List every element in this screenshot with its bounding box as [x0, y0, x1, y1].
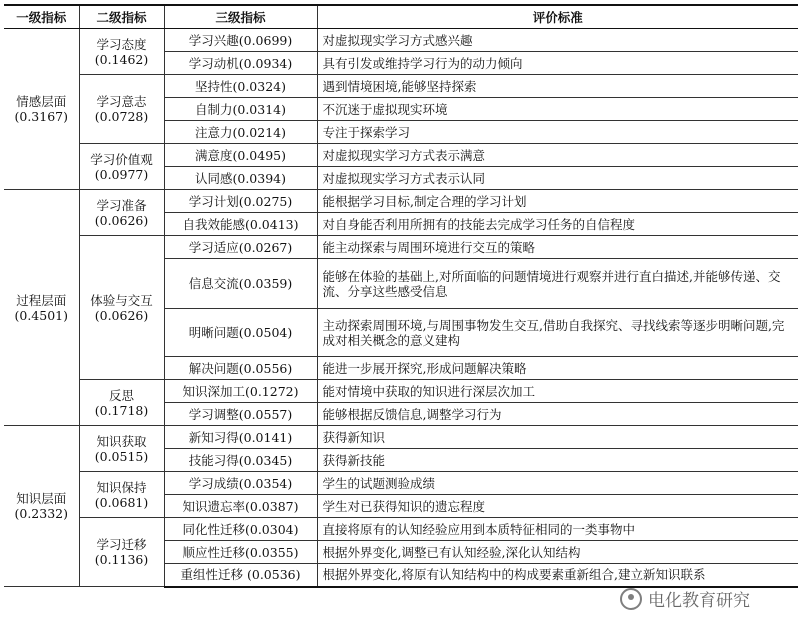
- level3-cell: 学习兴趣(0.0699): [164, 29, 317, 52]
- criteria-cell: 直接将原有的认知经验应用到本质特征相同的一类事物中: [317, 518, 798, 541]
- criteria-cell: 能对情境中获取的知识进行深层次加工: [317, 380, 798, 403]
- level2-name: 学习迁移: [96, 537, 147, 552]
- level3-cell: 自制力(0.0314): [164, 98, 317, 121]
- criteria-cell: 具有引发或维持学习行为的动力倾向: [317, 52, 798, 75]
- level2-cell: [79, 380, 164, 426]
- level3-cell: 学习调整(0.0557): [164, 403, 317, 426]
- level2-name: 体验与交互: [90, 292, 153, 308]
- level2-cell: [79, 190, 164, 236]
- level1-name: 知识层面: [16, 491, 67, 506]
- evaluation-index-table: [4, 4, 798, 588]
- level2-weight: (0.0681): [94, 494, 149, 510]
- watermark-text: 电化教育研究: [648, 591, 750, 611]
- criteria-cell: 能主动探索与周围环境进行交互的策略: [317, 236, 798, 259]
- table-row: [4, 472, 798, 495]
- table-row: [4, 380, 798, 403]
- criteria-cell: 遇到情境困境,能够坚持探索: [317, 75, 798, 98]
- level2-name: 学习态度: [96, 36, 147, 52]
- level3-cell: 新知习得(0.0141): [164, 426, 317, 449]
- level1-name: 过程层面: [16, 292, 67, 308]
- header-level3: 三级指标: [164, 5, 317, 29]
- level3-cell: 学习计划(0.0275): [164, 190, 317, 213]
- level3-cell: 知识深加工(0.1272): [164, 380, 317, 403]
- table-row: [4, 236, 798, 259]
- criteria-cell: 对虚拟现实学习方式感兴趣: [317, 29, 798, 52]
- level2-weight: (0.0626): [94, 212, 149, 228]
- level2-name: 反思: [108, 387, 134, 403]
- level2-cell: [79, 472, 164, 518]
- level3-cell: 知识遗忘率(0.0387): [164, 495, 317, 518]
- level1-name: 情感层面: [16, 94, 67, 109]
- level2-cell: [79, 426, 164, 472]
- level3-cell: 自我效能感(0.0413): [164, 213, 317, 236]
- criteria-cell: 不沉迷于虚拟现实环境: [317, 98, 798, 121]
- watermark: [620, 586, 750, 611]
- level2-cell: [79, 236, 164, 380]
- level2-name: 学习准备: [96, 197, 147, 213]
- criteria-cell: 对虚拟现实学习方式表示满意: [317, 144, 798, 167]
- level3-cell: 重组性迁移 (0.0536): [164, 564, 317, 587]
- table-row: [4, 29, 798, 52]
- level1-cell: [4, 29, 79, 190]
- criteria-cell: 专注于探索学习: [317, 121, 798, 144]
- level3-cell: 明晰问题(0.0504): [164, 309, 317, 357]
- criteria-cell: 能进一步展开探究,形成问题解决策略: [317, 357, 798, 380]
- level3-cell: 学习成绩(0.0354): [164, 472, 317, 495]
- criteria-cell: 学生对已获得知识的遗忘程度: [317, 495, 798, 518]
- level2-cell: [79, 518, 164, 587]
- level1-cell: [4, 190, 79, 426]
- criteria-cell: 能根据学习目标,制定合理的学习计划: [317, 190, 798, 213]
- wechat-logo-icon: [620, 588, 642, 610]
- criteria-cell: 获得新技能: [317, 449, 798, 472]
- level2-cell: [79, 144, 164, 190]
- level1-weight: (0.3167): [14, 109, 68, 124]
- criteria-cell: 主动探索周围环境,与周围事物发生交互,借助自我探究、寻找线索等逐步明晰问题,完成对相关概念的意义建构: [317, 309, 798, 357]
- level1-weight: (0.4501): [14, 307, 68, 323]
- table-row: [4, 426, 798, 449]
- table-header-row: [4, 5, 798, 29]
- level3-cell: 认同感(0.0394): [164, 167, 317, 190]
- level2-weight: (0.0515): [94, 448, 149, 464]
- level3-cell: 注意力(0.0214): [164, 121, 317, 144]
- level3-cell: 满意度(0.0495): [164, 144, 317, 167]
- criteria-cell: 对虚拟现实学习方式表示认同: [317, 167, 798, 190]
- level3-cell: 技能习得(0.0345): [164, 449, 317, 472]
- level2-weight: (0.0977): [94, 166, 149, 182]
- level1-weight: (0.2332): [14, 506, 68, 521]
- level2-weight: (0.1136): [94, 552, 149, 567]
- level3-cell: 信息交流(0.0359): [164, 259, 317, 309]
- table-row: [4, 518, 798, 541]
- level2-weight: (0.1462): [94, 51, 149, 67]
- level2-cell: [79, 75, 164, 144]
- level3-cell: 同化性迁移(0.0304): [164, 518, 317, 541]
- level2-name: 知识获取: [96, 433, 147, 449]
- level2-name: 学习价值观: [90, 151, 153, 167]
- header-level2: 二级指标: [79, 5, 164, 29]
- criteria-cell: 学生的试题测验成绩: [317, 472, 798, 495]
- level2-cell: [79, 29, 164, 75]
- header-criteria: 评价标准: [317, 5, 798, 29]
- level2-weight: (0.0626): [94, 307, 149, 323]
- level2-name: 学习意志: [96, 94, 147, 109]
- table-body: [4, 29, 798, 587]
- criteria-cell: 对自身能否利用所拥有的技能去完成学习任务的自信程度: [317, 213, 798, 236]
- level1-cell: [4, 426, 79, 587]
- criteria-cell: 获得新知识: [317, 426, 798, 449]
- criteria-cell: 根据外界变化,将原有认知结构中的构成要素重新组合,建立新知识联系: [317, 564, 798, 587]
- level3-cell: 学习适应(0.0267): [164, 236, 317, 259]
- criteria-cell: 能够在体验的基础上,对所面临的问题情境进行观察并进行直白描述,并能够传递、交流、分享这些感受信息: [317, 259, 798, 309]
- level2-name: 知识保持: [96, 479, 147, 495]
- header-level1: 一级指标: [4, 5, 79, 29]
- level3-cell: 坚持性(0.0324): [164, 75, 317, 98]
- criteria-cell: 能够根据反馈信息,调整学习行为: [317, 403, 798, 426]
- level3-cell: 学习动机(0.0934): [164, 52, 317, 75]
- level3-cell: 解决问题(0.0556): [164, 357, 317, 380]
- level2-weight: (0.0728): [94, 109, 149, 124]
- level2-weight: (0.1718): [94, 402, 149, 418]
- table-row: [4, 144, 798, 167]
- table-row: [4, 190, 798, 213]
- table-row: [4, 75, 798, 98]
- criteria-cell: 根据外界变化,调整已有认知经验,深化认知结构: [317, 541, 798, 564]
- level3-cell: 顺应性迁移(0.0355): [164, 541, 317, 564]
